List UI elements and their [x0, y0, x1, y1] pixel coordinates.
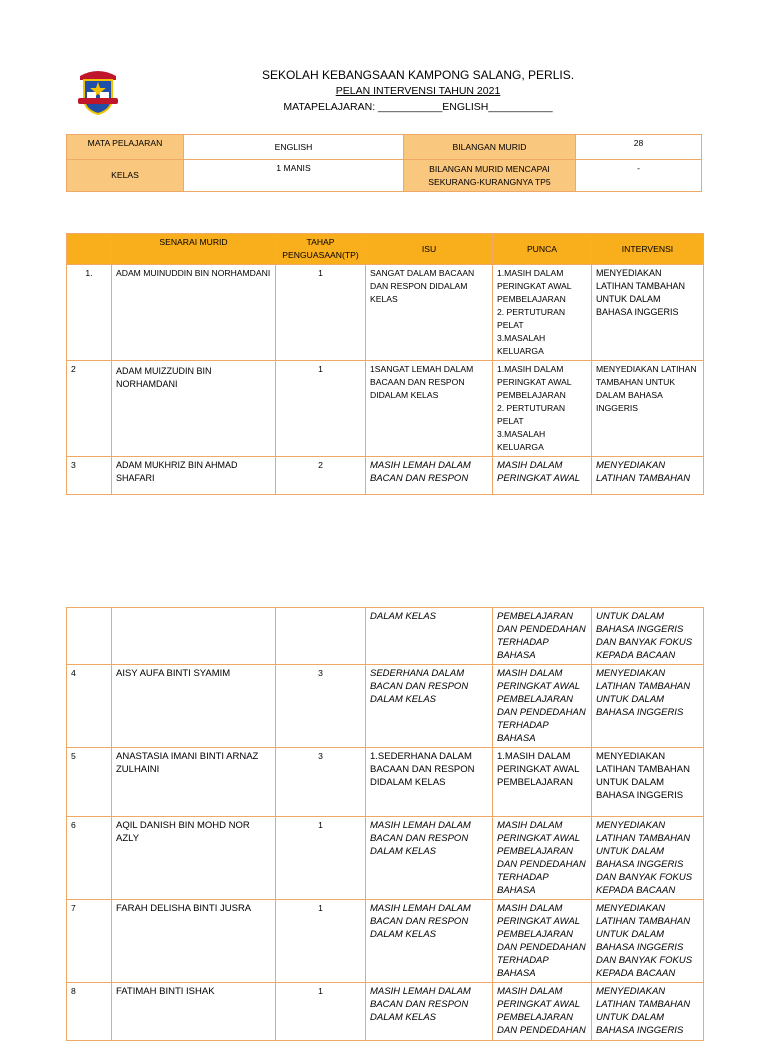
tp-level: 3	[276, 748, 366, 817]
punca-text	[493, 361, 592, 457]
row-number: 5	[67, 748, 112, 817]
col-punca-header: PUNCA	[493, 234, 592, 265]
tp5-value: -	[576, 160, 702, 192]
pupil-name: FARAH DELISHA BINTI JUSRA	[112, 900, 276, 983]
intervensi-text: MENYEDIAKAN LATIHAN TAMBAHAN UNTUK DALAM BAHASA INGGERIS DAN BANYAK FOKUS KEPADA BACAAN	[592, 817, 704, 900]
isu-text: MASIH LEMAH DALAM BACAN DAN RESPON	[366, 457, 493, 495]
intervensi-text: MENYEDIAKAN LATIHAN TAMBAHAN UNTUK DALAM BAHASA INGGERIS	[592, 265, 704, 361]
row-number: 6	[67, 817, 112, 900]
row-number	[67, 608, 112, 665]
punca-text: MASIH DALAM PERINGKAT AWAL PEMBELAJARAN DAN PENDEDAHAN TERHADAP BAHASA	[493, 665, 592, 748]
tp5-label: BILANGAN MURID MENCAPAI SEKURANG-KURANGNYA TP5	[404, 160, 576, 192]
punca-text: MASIH DALAM PERINGKAT AWAL PEMBELAJARAN DAN PENDEDAHAN TERHADAP BAHASA	[493, 817, 592, 900]
punca-text: PEMBELAJARAN DAN PENDEDAHAN TERHADAP BAHASA	[493, 608, 592, 665]
intervensi-text: MENYEDIAKAN LATIHAN TAMBAHAN UNTUK DALAM BAHASA INGGERIS DAN BANYAK FOKUS KEPADA BACAAN	[592, 900, 704, 983]
class-value: 1 MANIS	[184, 160, 404, 192]
row-number: 4	[67, 665, 112, 748]
tp-level: 1	[276, 983, 366, 1041]
table-row	[67, 900, 704, 983]
col-no-header	[67, 234, 112, 265]
intervensi-text: MENYEDIAKAN LATIHAN TAMBAHAN UNTUK DALAM BAHASA INGGERIS	[592, 665, 704, 748]
table-row	[67, 361, 704, 457]
punca-line: 1.MASIH DALAM PERINGKAT AWAL PEMBELAJARAN	[497, 364, 572, 400]
table-row-continued	[67, 608, 704, 665]
pupil-name: ADAM MUKHRIZ BIN AHMAD SHAFARI	[112, 457, 276, 495]
pupil-name: ADAM MUIZZUDIN BIN NORHAMDANI	[112, 361, 276, 457]
pupil-name: AQIL DANISH BIN MOHD NOR AZLY	[112, 817, 276, 900]
punca-text: MASIH DALAM PERINGKAT AWAL PEMBELAJARAN DAN PENDEDAHAN TERHADAP BAHASA	[493, 900, 592, 983]
tp-level: 1	[276, 361, 366, 457]
tp-level: 3	[276, 665, 366, 748]
row-number: 2	[67, 361, 112, 457]
tp-level	[276, 608, 366, 665]
subject-value: ENGLISH	[184, 135, 404, 160]
table-row	[67, 983, 704, 1041]
isu-text: MASIH LEMAH DALAM BACAN DAN RESPON DALAM KELAS	[366, 900, 493, 983]
table-row	[67, 457, 704, 495]
table-row	[67, 665, 704, 748]
punca-line: 2. PERTUTURAN PELAT	[497, 307, 566, 330]
class-label: KELAS	[67, 160, 184, 192]
punca-line: 1.MASIH DALAM PERINGKAT AWAL PEMBELAJARAN	[497, 268, 572, 304]
intervensi-text: MENYEDIAKAN LATIHAN TAMBAHAN UNTUK DALAM BAHASA INGGERIS	[592, 748, 704, 817]
pupil-table-page1	[66, 233, 704, 495]
intervensi-text: MENYEDIAKAN LATIHAN TAMBAHAN UNTUK DALAM BAHASA INGGERIS	[592, 983, 704, 1041]
row-number: 7	[67, 900, 112, 983]
punca-text: MASIH DALAM PERINGKAT AWAL	[493, 457, 592, 495]
pupils-label: BILANGAN MURID	[404, 135, 576, 160]
tp-level: 1	[276, 900, 366, 983]
row-number: 8	[67, 983, 112, 1041]
plan-title: PELAN INTERVENSI TAHUN 2021	[335, 85, 501, 97]
punca-line: 3.MASALAH KELUARGA	[497, 333, 546, 356]
school-logo	[76, 68, 120, 118]
col-isu-header: ISU	[366, 234, 493, 265]
pupil-name: ANASTASIA IMANI BINTI ARNAZ ZULHAINI	[112, 748, 276, 817]
punca-line: 3.MASALAH KELUARGA	[497, 429, 546, 452]
punca-line: 2. PERTUTURAN PELAT	[497, 403, 566, 426]
isu-text: MASIH LEMAH DALAM BACAN DAN RESPON DALAM KELAS	[366, 983, 493, 1041]
pupil-name: FATIMAH BINTI ISHAK	[112, 983, 276, 1041]
table-row	[67, 265, 704, 361]
tp-level: 1	[276, 265, 366, 361]
table-row	[67, 748, 704, 817]
pupils-value: 28	[576, 135, 702, 160]
table-row	[67, 817, 704, 900]
isu-text: 1SANGAT LEMAH DALAM BACAAN DAN RESPON DIDALAM KELAS	[366, 361, 493, 457]
tp-level: 1	[276, 817, 366, 900]
info-table	[66, 134, 702, 192]
pupil-name	[112, 608, 276, 665]
col-tp-header: TAHAP PENGUASAAN(TP)	[276, 234, 366, 265]
isu-text: MASIH LEMAH DALAM BACAN DAN RESPON DALAM KELAS	[366, 817, 493, 900]
school-crest-icon	[76, 68, 120, 118]
subject-line: MATAPELAJARAN: ___________ENGLISH___________	[283, 101, 553, 113]
col-intervensi-header: INTERVENSI	[592, 234, 704, 265]
punca-text	[493, 265, 592, 361]
school-name: SEKOLAH KEBANGSAAN KAMPONG SALANG, PERLIS.	[261, 68, 575, 82]
intervensi-text: MENYEDIAKAN LATIHAN TAMBAHAN	[592, 457, 704, 495]
isu-text: SANGAT DALAM BACAAN DAN RESPON DIDALAM KELAS	[366, 265, 493, 361]
intervensi-text: UNTUK DALAM BAHASA INGGERIS DAN BANYAK FOKUS KEPADA BACAAN	[592, 608, 704, 665]
pupil-name: AISY AUFA BINTI SYAMIM	[112, 665, 276, 748]
intervensi-text: MENYEDIAKAN LATIHAN TAMBAHAN UNTUK DALAM BAHASA INGGERIS	[592, 361, 704, 457]
row-number: 1.	[67, 265, 112, 361]
isu-text: 1.SEDERHANA DALAM BACAAN DAN RESPON DIDALAM KELAS	[366, 748, 493, 817]
punca-text: 1.MASIH DALAM PERINGKAT AWAL PEMBELAJARAN	[493, 748, 592, 817]
tp-level: 2	[276, 457, 366, 495]
isu-text: DALAM KELAS	[366, 608, 493, 665]
col-name-header: SENARAI MURID	[112, 234, 276, 265]
row-number: 3	[67, 457, 112, 495]
subject-label: MATA PELAJARAN	[67, 135, 184, 160]
isu-text: SEDERHANA DALAM BACAN DAN RESPON DALAM KELAS	[366, 665, 493, 748]
pupil-name: ADAM MUINUDDIN BIN NORHAMDANI	[112, 265, 276, 361]
punca-text: MASIH DALAM PERINGKAT AWAL PEMBELAJARAN DAN PENDEDAHAN	[493, 983, 592, 1041]
pupil-table-page2	[66, 607, 704, 1041]
